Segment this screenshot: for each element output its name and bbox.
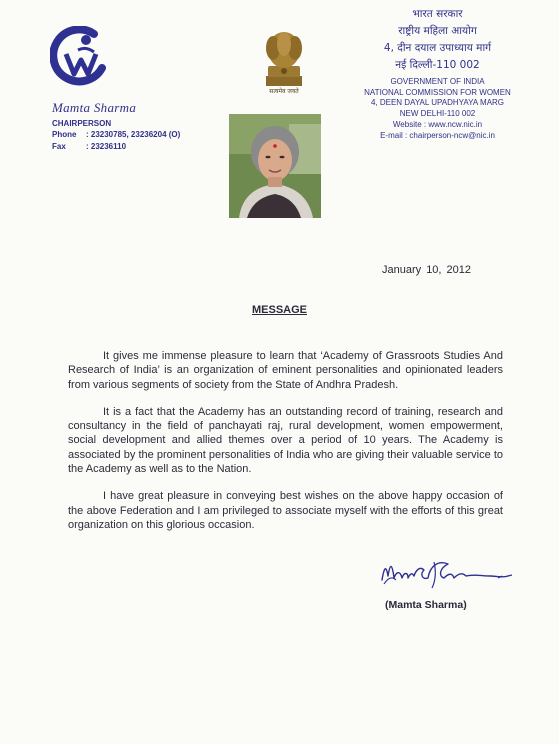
english-line: GOVERNMENT OF INDIA <box>390 77 485 86</box>
portrait-photo <box>229 114 321 218</box>
body-paragraph: I have great pleasure in conveying best wishes on the above happy occasion of the above Federation and I am privileged to associate myself with the efforts of this great organization on this glorious occasion. <box>68 490 503 531</box>
hindi-line: नई दिल्ली-110 002 <box>395 59 480 71</box>
phone-value: : 23230785, 23236204 (O) <box>86 130 181 139</box>
chairperson-name: Mamta Sharma <box>52 100 137 115</box>
fax-label: Fax <box>52 142 66 151</box>
designation: CHAIRPERSON <box>52 119 112 128</box>
english-line: 4, DEEN DAYAL UPADHYAYA MARG <box>370 98 505 108</box>
website-line: Website : www.ncw.nic.in <box>392 119 483 129</box>
emblem-motto: सत्यमेव जयते <box>269 88 299 95</box>
fax-value: : 23236110 <box>86 142 127 151</box>
phone-row <box>52 130 180 139</box>
hindi-line: राष्ट्रीय महिला आयोग <box>398 25 477 37</box>
hindi-line: भारत सरकार <box>412 8 463 20</box>
email-line: E-mail : chairperson-ncw@nic.in <box>380 130 495 140</box>
body-paragraph: It is a fact that the Academy has an outstanding record of training, research and consultancy in the field of panchayati raj, rural development, women empowerment, social development and allied themes over a period of 10 years. The Academy is associated by the prominent personalities of India who are giving their valuable service to the Academy as well as to the Nation. <box>68 405 503 476</box>
message-heading: MESSAGE <box>251 304 307 316</box>
letter-date: January 10, 2012 <box>382 264 472 276</box>
hindi-line: 4, दीन दयाल उपाध्याय मार्ग <box>383 42 492 54</box>
letter-body <box>68 349 503 545</box>
english-line: NEW DELHI-110 002 <box>399 109 476 119</box>
english-line: NATIONAL COMMISSION FOR WOMEN <box>364 87 511 97</box>
handwritten-signature <box>378 556 520 594</box>
fax-row <box>52 142 126 151</box>
phone-label: Phone <box>52 130 77 139</box>
ncw-logo <box>50 26 112 88</box>
signatory-name: (Mamta Sharma) <box>385 599 467 611</box>
office-address-block <box>340 6 535 141</box>
body-paragraph: It gives me immense pleasure to learn that ‘Academy of Grassroots Studies And Research of India’ is an organization of eminent personalities and opinionated leaders from various segments of society from the State of Andhra Pradesh. <box>68 350 503 391</box>
